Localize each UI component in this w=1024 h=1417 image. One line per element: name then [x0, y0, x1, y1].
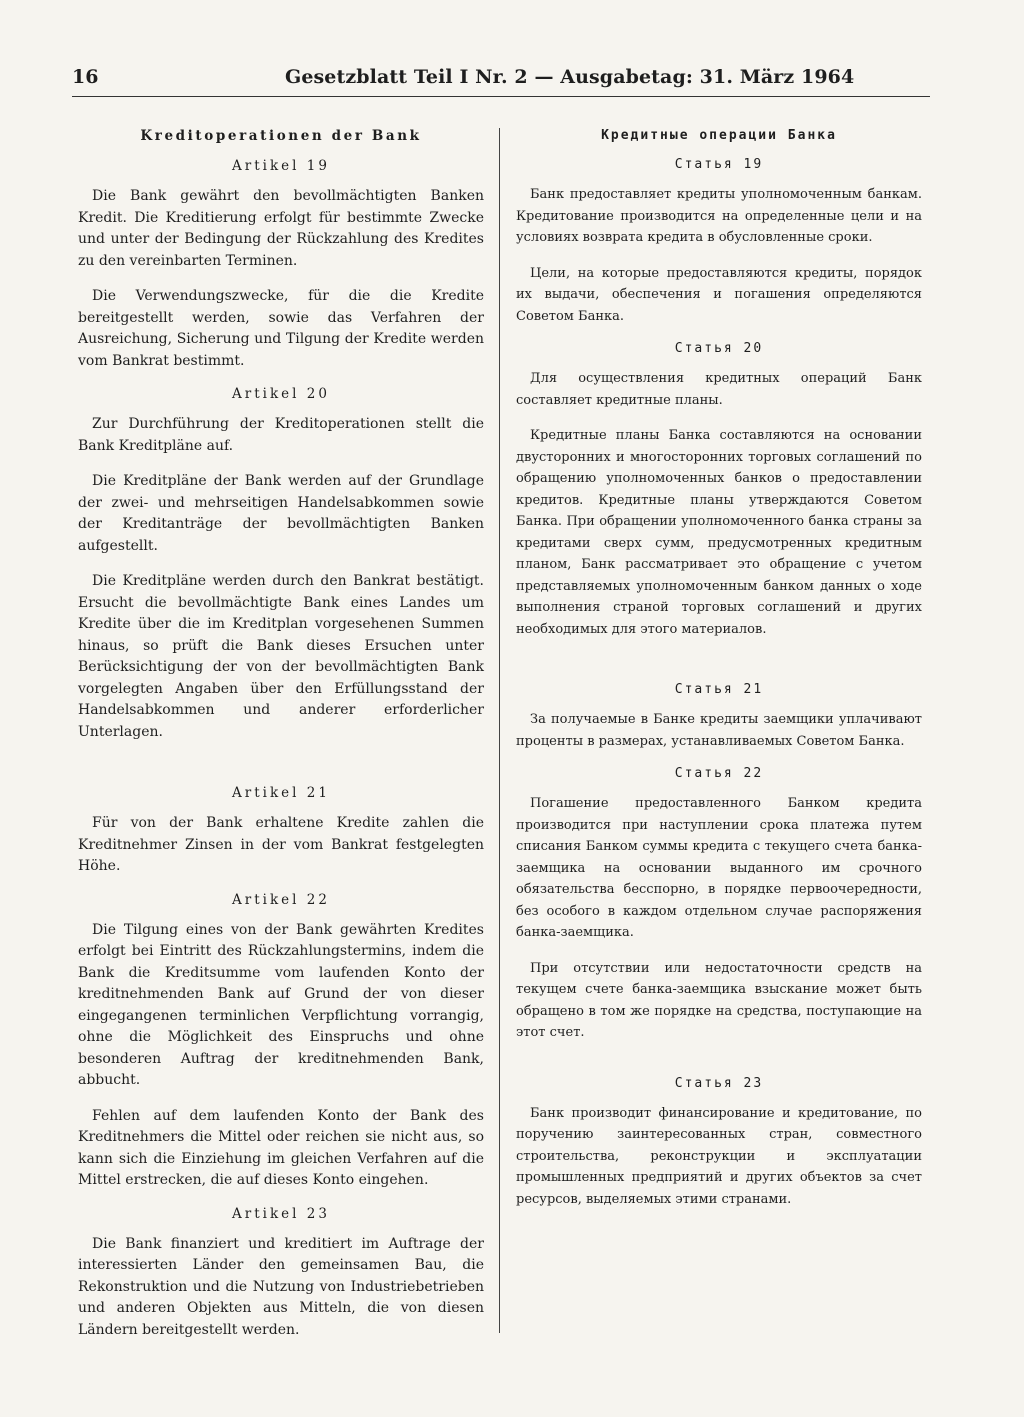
paragraph: Die Verwendungszwecke, für die die Kredite bereitgestellt werden, sowie das Verfahren der Ausreichung, Sicherung und Tilgung der Kredite werden vom Bankrat bestimmt.: [78, 288, 484, 369]
paragraph: Кредитные планы Банка составляются на основании двусторонних и многосторонних торговых соглашений по обращению уполномоченных банков о предоставлении кредитов. Кредитные планы утверждаются Советом Банка. При обращении уполномоченного банка страны за кредитами сверх сумм, предусмотренных кредитным планом, Банк рассматривает это обращение с учетом представляемых уполномоченным банком данных о ходе выполнения страной торговых соглашений и других необходимых для этого материалов.: [516, 428, 922, 637]
german-column: [78, 118, 484, 1355]
paragraph: Die Kreditpläne werden durch den Bankrat bestätigt. Ersucht die bevollmächtigte Bank eines Landes um Kredite über die im Kreditplan vorgesehenen Summen hinaus, so prüft die Bank dieses Ersuchen unter Berücksichtigung der von der bevollmächtigten Bank vorgelegten Angaben über den Erfüllungsstand der Handelsabkommen und anderer erforderlicher Unterlagen.: [78, 573, 484, 740]
section-title: Кредитные операции Банка: [601, 128, 837, 143]
article-heading: Статья 21: [674, 682, 764, 697]
paragraph: Погашение предоставленного Банком кредита производится при наступлении срока платежа путем списания Банком суммы кредита с текущего счета банка-заемщика на основании выданного им срочного обязательства бесспорно, в порядке первоочередности, без особого в каждом отдельном случае распоряжения банка-заемщика.: [516, 796, 922, 940]
article-heading: Artikel 22: [232, 891, 330, 908]
page-number: 16: [72, 66, 99, 88]
paragraph: Fehlen auf dem laufenden Konto der Bank des Kreditnehmers die Mittel oder reichen sie nicht aus, so kann sich die Einziehung im gleichen Verfahren auf die Mittel erstrecken, die auf dieses Konto eingehen.: [78, 1107, 484, 1188]
article-heading: Статья 23: [674, 1075, 764, 1091]
paragraph: За получаемые в Банке кредиты заемщики уплачивают проценты в размерах, устанавливаемых Советом Банка.: [516, 712, 922, 749]
column-divider: [499, 128, 500, 1333]
header-rule: [72, 96, 930, 97]
article-heading: Статья 20: [674, 341, 764, 356]
running-title: Gesetzblatt Teil I Nr. 2 — Ausgabetag: 31. März 1964: [285, 66, 855, 88]
paragraph: Die Tilgung eines von der Bank gewährten Kredites erfolgt bei Eintritt des Rückzahlungstermins, indem die Bank die Kreditsumme vom laufenden Konto der kreditnehmenden Bank auf Grund der von dieser eingegangenen terminlichen Verpflichtung vorrangig, ohne die Möglichkeit des Einspruchs und ohne besonderen Auftrag der kreditnehmenden Bank, abbucht.: [78, 921, 484, 1088]
article-heading: Artikel 21: [232, 785, 330, 801]
article-heading: Статья 19: [674, 157, 764, 172]
paragraph: Банк производит финансирование и кредитование, по поручению заинтересованных стран, совместного строительства, реконструкции и эксплуатации промышленных предприятий и других объектов за счет ресурсов, выделяемых этими странами.: [516, 1105, 922, 1207]
article-heading: Artikel 19: [232, 158, 330, 174]
article-heading: Artikel 23: [232, 1205, 330, 1222]
spacer: [78, 757, 484, 771]
spacer: [516, 1058, 922, 1062]
paragraph: Für von der Bank erhaltene Kredite zahlen die Kreditnehmer Zinsen in der vom Bankrat festgelegten Höhe.: [78, 815, 484, 874]
paragraph: Die Kreditpläne der Bank werden auf der Grundlage der zwei- und mehrseitigen Handelsabkommen sowie der Kreditanträge der bevollmächtigten Banken aufgestellt.: [78, 473, 484, 554]
paragraph: Zur Durchführung der Kreditoperationen stellt die Bank Kreditpläne auf.: [78, 416, 484, 454]
article-heading: Статья 22: [674, 766, 764, 781]
paragraph: Цели, на которые предоставляются кредиты, порядок их выдачи, обеспечения и погашения определяются Советом Банка.: [516, 265, 922, 324]
russian-column: [516, 118, 922, 1224]
paragraph: Die Bank finanziert und kreditiert im Auftrage der interessierten Länder den gemeinsamen Bau, die Rekonstruktion und die Nutzung von Industriebetrieben und anderen Objekten aus Mitteln, die von diesen Ländern bereitgestellt werden.: [78, 1235, 484, 1338]
paragraph: При отсутствии или недостаточности средств на текущем счете банка-заемщика взыскание может быть обращено в том же порядке на средства, поступающие на этот счет.: [516, 960, 922, 1040]
spacer: [516, 654, 922, 668]
article-heading: Artikel 20: [232, 386, 330, 402]
paragraph: Для осуществления кредитных операций Банк составляет кредитные планы.: [516, 371, 922, 408]
page-header: [72, 66, 930, 102]
paragraph: Банк предоставляет кредиты уполномоченным банкам. Кредитование производится на определенные цели и на условиях возврата кредита в обусловленные сроки.: [516, 187, 922, 245]
paragraph: Die Bank gewährt den bevollmächtigten Banken Kredit. Die Kreditierung erfolgt für bestimmte Zwecke und unter der Bedingung der Rückzahlung des Kredites zu den vereinbarten Terminen.: [78, 188, 484, 269]
section-title: Kreditoperationen der Bank: [140, 128, 422, 144]
